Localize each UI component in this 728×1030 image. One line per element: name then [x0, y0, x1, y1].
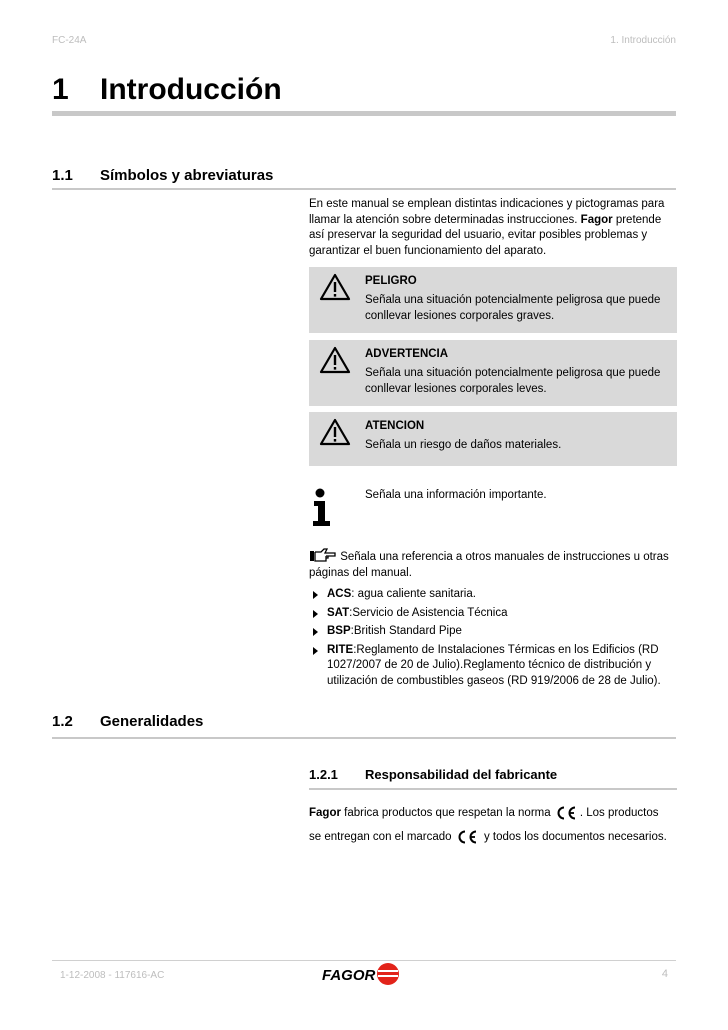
- line2-post: y todos los documentos necesarios.: [480, 831, 667, 843]
- ce-mark-icon: [556, 806, 578, 820]
- intro-paragraph: [309, 197, 677, 259]
- warning-title: ADVERTENCIA: [365, 348, 449, 360]
- list-item: [309, 624, 677, 640]
- subsection-rule: [309, 788, 677, 790]
- bullet-arrow-icon: [313, 628, 318, 636]
- manufacturer-line-1: [309, 805, 677, 821]
- warning-text: Señala un riesgo de daños materiales.: [365, 439, 562, 451]
- warning-box-advertencia: [309, 340, 677, 406]
- chapter-rule: [52, 111, 676, 116]
- abbr-sep: :: [349, 606, 353, 619]
- warning-box-peligro: [309, 267, 677, 333]
- intro-post: pretende así preservar la seguridad del usuario, evitar posibles problemas y garantizar el buen funcionamiento del aparato.: [309, 213, 662, 257]
- warning-triangle-icon: [319, 273, 351, 301]
- abbr-desc: Servicio de Asistencia Técnica: [352, 606, 508, 619]
- abbr-desc: agua caliente sanitaria.: [357, 588, 476, 600]
- brand-name: Fagor: [309, 807, 341, 819]
- warning-text: Señala una situación potencialmente peligrosa que puede conllevar lesiones corporales leves.: [365, 367, 661, 395]
- warning-box-atencion: [309, 412, 677, 466]
- info-icon: [311, 488, 333, 528]
- list-item: [309, 606, 677, 622]
- bullet-arrow-icon: [313, 591, 318, 599]
- reference-text: Señala una referencia a otros manuales de instrucciones u otras páginas del manual.: [309, 551, 669, 579]
- logo-text: FAGOR: [322, 967, 376, 984]
- line1-pre: fabrica productos que respetan la norma: [340, 807, 554, 819]
- footer-rule: [52, 960, 676, 961]
- ce-mark-icon: [457, 830, 479, 844]
- section-title: Generalidades: [100, 713, 204, 730]
- abbr-term: BSP: [327, 625, 351, 637]
- abbr-sep: :: [351, 588, 358, 600]
- abbr-desc: British Standard Pipe: [353, 625, 462, 637]
- pointing-hand-icon: [309, 548, 337, 562]
- section-number: 1.2: [52, 713, 73, 730]
- chapter-number: 1: [52, 73, 69, 106]
- section-title: Símbolos y abreviaturas: [100, 167, 274, 184]
- manufacturer-line-2: [309, 829, 677, 845]
- list-item: [309, 587, 677, 603]
- warning-text: Señala una situación potencialmente peligrosa que puede conllevar lesiones corporales graves.: [365, 294, 661, 322]
- header-section-ref: 1. Introducción: [610, 35, 676, 46]
- list-item: [309, 643, 677, 690]
- warning-title: ATENCION: [365, 420, 425, 432]
- bullet-arrow-icon: [313, 647, 318, 655]
- bullet-arrow-icon: [313, 610, 318, 618]
- fagor-logo: [322, 962, 406, 988]
- section-number: 1.1: [52, 167, 73, 184]
- info-text: Señala una información importante.: [365, 489, 547, 501]
- subsection-number: 1.2.1: [309, 767, 338, 782]
- intro-pre: En este manual se emplean distintas indicaciones y pictogramas para llamar la atención sobre determinadas instrucciones.: [309, 198, 665, 226]
- footer-page-number: 4: [661, 968, 668, 980]
- abbr-term: RITE: [327, 643, 354, 656]
- warning-triangle-icon: [319, 418, 351, 446]
- header-doc-code: FC-24A: [52, 35, 87, 46]
- abbr-term: SAT: [327, 606, 350, 619]
- chapter-title: Introducción: [100, 73, 282, 106]
- line2-pre: se entregan con el marcado: [309, 831, 455, 843]
- abbreviation-list: [309, 587, 677, 692]
- section-rule: [52, 188, 676, 190]
- reference-paragraph: [309, 548, 677, 581]
- abbr-term: ACS: [327, 588, 352, 600]
- section-rule: [52, 737, 676, 739]
- warning-title: PELIGRO: [365, 275, 417, 287]
- abbr-sep: :: [353, 643, 357, 656]
- abbr-sep: :: [350, 625, 354, 637]
- abbr-desc: Reglamento de Instalaciones Térmicas en los Edificios (RD 1027/2007 de 20 de Julio).Reglamento técnico de distribución y utilización de combustibles gaseos (RD 919/2006 de 28 de Julio).: [327, 643, 661, 687]
- footer-date-code: 1-12-2008 - 117616-AC: [60, 970, 165, 981]
- subsection-title: Responsabilidad del fabricante: [365, 767, 558, 782]
- warning-triangle-icon: [319, 346, 351, 374]
- line1-post: . Los productos: [579, 807, 659, 819]
- intro-brand: Fagor: [580, 213, 613, 226]
